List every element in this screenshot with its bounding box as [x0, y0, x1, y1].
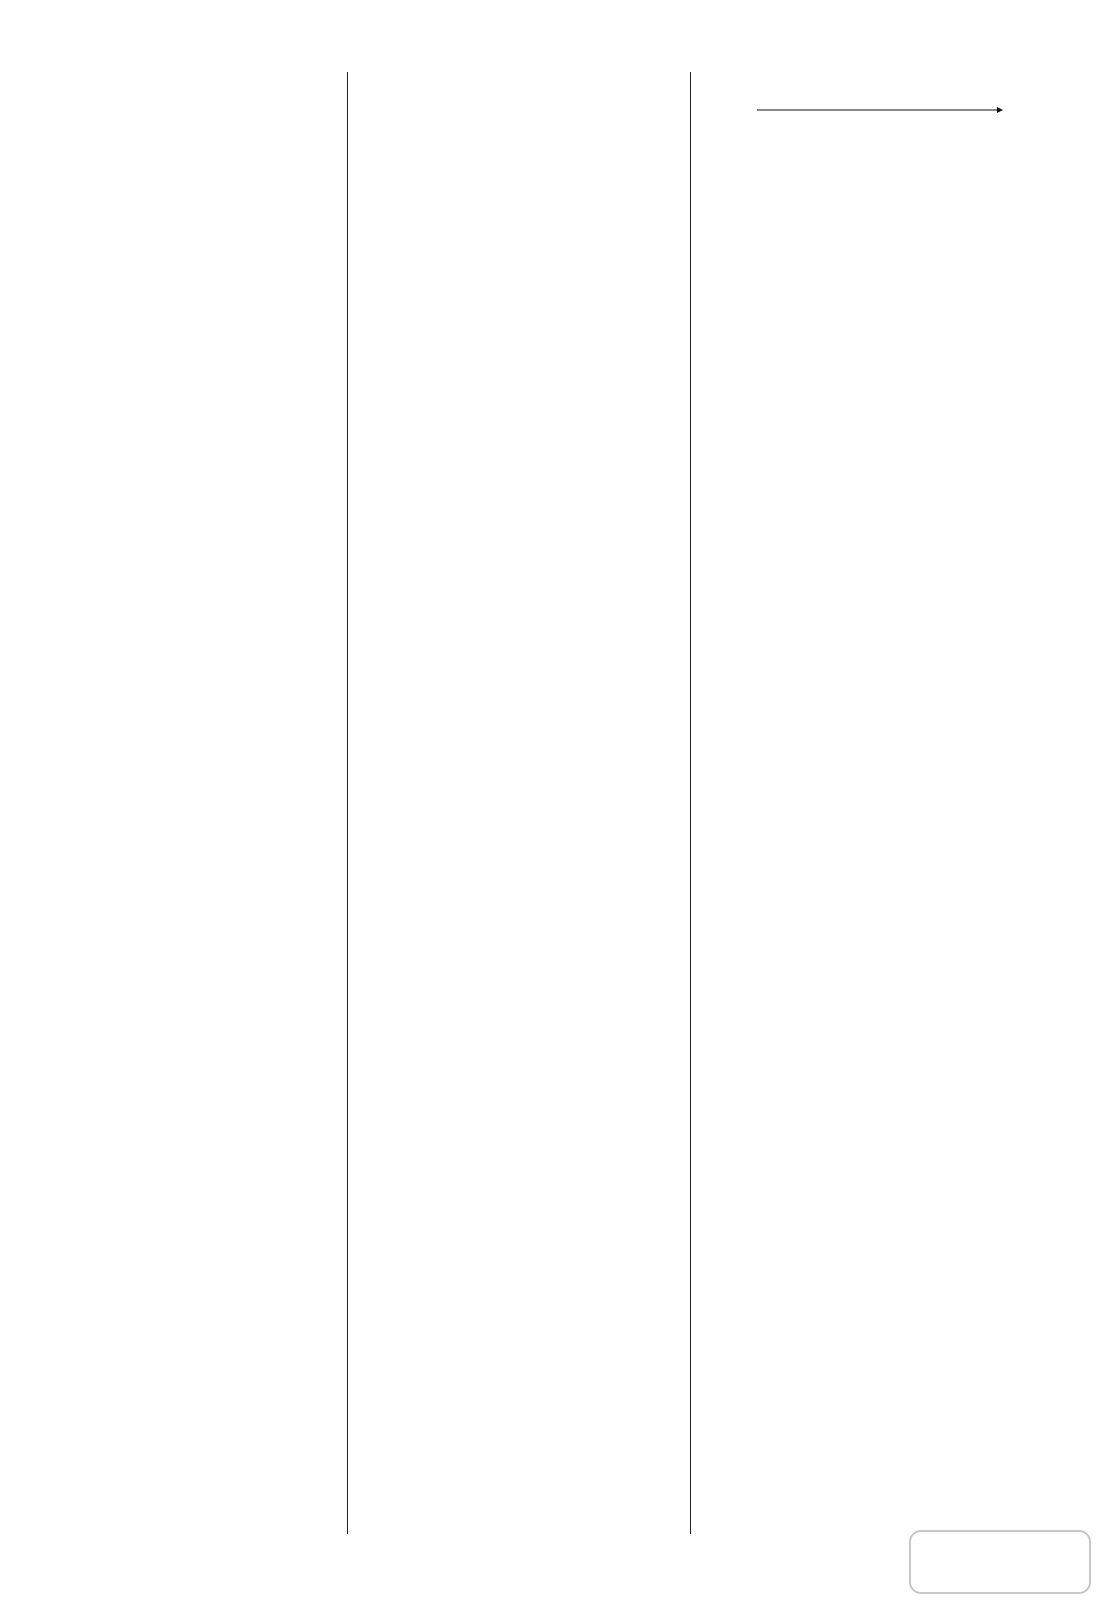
column-left — [34, 72, 344, 78]
column-divider — [347, 72, 348, 1534]
column-divider — [690, 72, 691, 1534]
column-right — [712, 72, 1042, 136]
watermark-logo — [909, 1530, 1091, 1594]
number-line — [747, 78, 1007, 130]
number-line-figure — [712, 78, 1042, 130]
